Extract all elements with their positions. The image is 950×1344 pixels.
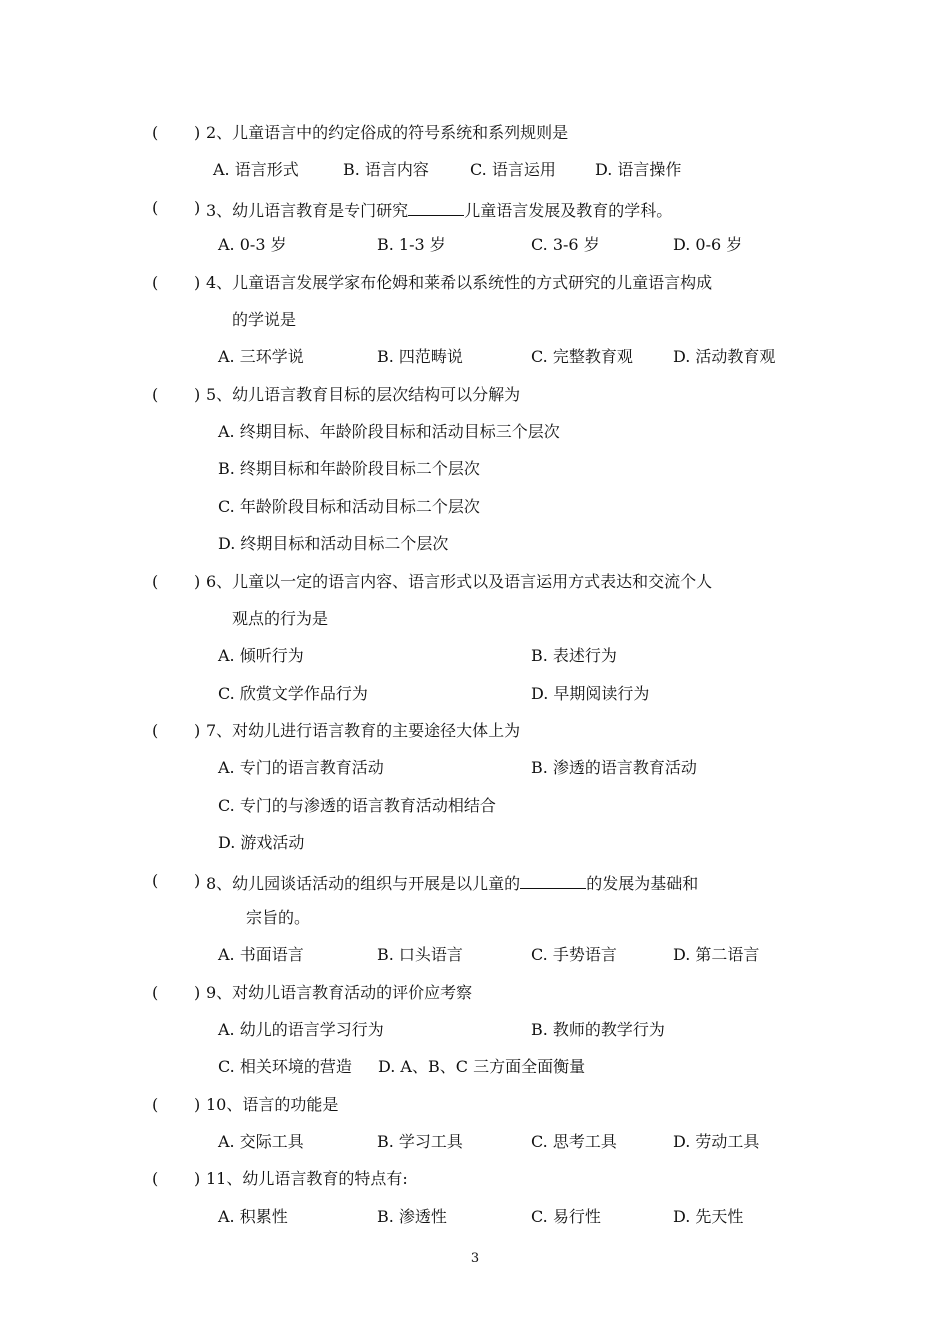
question-text-before: 3、幼儿语言教育是专门研究	[206, 201, 409, 220]
option-d: D. 先天性	[673, 1207, 744, 1226]
option-b: B. 渗透的语言教育活动	[531, 758, 697, 777]
question-7-options-row1	[0, 757, 950, 779]
question-text: 7、对幼儿进行语言教育的主要途径大体上为	[206, 721, 521, 740]
question-text: 2、儿童语言中的约定俗成的符号系统和系列规则是	[206, 123, 569, 142]
option-a: A. 积累性	[218, 1207, 288, 1226]
answer-paren-open: (	[152, 721, 159, 740]
question-5-option-d	[0, 533, 950, 555]
question-text-before: 8、幼儿园谈话活动的组织与开展是以儿童的	[206, 874, 521, 893]
question-9-options-row2	[0, 1056, 950, 1078]
question-text: 11、幼儿语言教育的特点有:	[206, 1169, 408, 1188]
answer-paren-close: )	[194, 572, 201, 591]
option-c: C. 专门的与渗透的语言教育活动相结合	[218, 796, 496, 815]
question-4	[0, 272, 950, 294]
question-3-options	[0, 234, 950, 256]
option-c: C. 语言运用	[470, 160, 556, 179]
answer-paren-open: (	[152, 983, 159, 1002]
question-5-option-a	[0, 421, 950, 443]
option-b: B. 表述行为	[531, 646, 617, 665]
option-a: A. 倾听行为	[218, 646, 304, 665]
question-text-after: 的发展为基础和	[586, 874, 699, 893]
option-b: B. 渗透性	[377, 1207, 447, 1226]
question-10-options	[0, 1131, 950, 1153]
question-6	[0, 571, 950, 593]
answer-paren-close: )	[194, 198, 201, 217]
question-text	[206, 197, 672, 222]
option-c: C. 相关环境的营造	[218, 1057, 352, 1076]
question-text: 4、儿童语言发展学家布伦姆和莱希以系统性的方式研究的儿童语言构成	[206, 273, 713, 292]
option-d: D. 活动教育观	[673, 347, 776, 366]
question-text: 5、幼儿语言教育目标的层次结构可以分解为	[206, 385, 521, 404]
option-b: B. 教师的教学行为	[531, 1020, 665, 1039]
question-8-continuation	[0, 907, 950, 929]
option-a: A. 交际工具	[218, 1132, 304, 1151]
question-text: 10、语言的功能是	[206, 1095, 339, 1114]
question-9-options-row1	[0, 1019, 950, 1041]
question-11	[0, 1168, 950, 1190]
option-b: B. 四范畴说	[377, 347, 463, 366]
answer-paren-close: )	[194, 983, 201, 1002]
option-a: A. 终期目标、年龄阶段目标和活动目标三个层次	[218, 422, 560, 441]
question-6-continuation	[0, 608, 950, 630]
question-2-options	[0, 159, 950, 181]
answer-paren-open: (	[152, 385, 159, 404]
question-6-options-row2	[0, 683, 950, 705]
question-8-options	[0, 944, 950, 966]
question-text-continued: 宗旨的。	[246, 908, 311, 927]
answer-paren-close: )	[194, 273, 201, 292]
option-d: D. 终期目标和活动目标二个层次	[218, 534, 449, 553]
option-d: D. 第二语言	[673, 945, 760, 964]
answer-paren-close: )	[194, 721, 201, 740]
option-c: C. 3-6 岁	[531, 235, 600, 254]
fill-blank	[408, 197, 464, 216]
answer-paren-close: )	[194, 123, 201, 142]
option-d: D. A、B、C 三方面全面衡量	[378, 1057, 586, 1076]
question-6-options-row1	[0, 645, 950, 667]
question-5-option-b	[0, 458, 950, 480]
question-text: 9、对幼儿语言教育活动的评价应考察	[206, 983, 473, 1002]
answer-paren-open: (	[152, 273, 159, 292]
option-a: A. 0-3 岁	[218, 235, 287, 254]
option-c: C. 手势语言	[531, 945, 617, 964]
answer-paren-close: )	[194, 1095, 201, 1114]
option-d: D. 劳动工具	[673, 1132, 760, 1151]
question-2	[0, 122, 950, 144]
option-d: D. 游戏活动	[218, 833, 305, 852]
question-text	[206, 870, 698, 895]
question-text-continued: 观点的行为是	[232, 609, 329, 628]
answer-paren-open: (	[152, 198, 159, 217]
question-9	[0, 982, 950, 1004]
option-c: C. 思考工具	[531, 1132, 617, 1151]
option-b: B. 学习工具	[377, 1132, 463, 1151]
answer-paren-close: )	[194, 385, 201, 404]
question-4-options	[0, 346, 950, 368]
option-c: C. 完整教育观	[531, 347, 633, 366]
question-8	[0, 870, 950, 892]
question-5	[0, 384, 950, 406]
answer-paren-open: (	[152, 123, 159, 142]
option-a: A. 书面语言	[218, 945, 304, 964]
option-d: D. 早期阅读行为	[531, 684, 650, 703]
option-a: A. 专门的语言教育活动	[218, 758, 384, 777]
question-11-options	[0, 1206, 950, 1228]
option-a: A. 语言形式	[213, 160, 299, 179]
answer-paren-close: )	[194, 871, 201, 890]
option-b: B. 1-3 岁	[377, 235, 446, 254]
option-d: D. 语言操作	[595, 160, 682, 179]
page-number: 3	[470, 1251, 480, 1266]
answer-paren-open: (	[152, 1169, 159, 1188]
question-text-continued: 的学说是	[232, 310, 297, 329]
question-7-option-c	[0, 795, 950, 817]
option-a: A. 幼儿的语言学习行为	[218, 1020, 384, 1039]
question-5-option-c	[0, 496, 950, 518]
question-text: 6、儿童以一定的语言内容、语言形式以及语言运用方式表达和交流个人	[206, 572, 713, 591]
option-a: A. 三环学说	[218, 347, 304, 366]
question-4-continuation	[0, 309, 950, 331]
option-b: B. 终期目标和年龄阶段目标二个层次	[218, 459, 480, 478]
option-d: D. 0-6 岁	[673, 235, 743, 254]
answer-paren-open: (	[152, 572, 159, 591]
option-c: C. 易行性	[531, 1207, 601, 1226]
answer-paren-open: (	[152, 871, 159, 890]
fill-blank	[520, 870, 586, 889]
question-3	[0, 197, 950, 219]
option-b: B. 口头语言	[377, 945, 463, 964]
option-c: C. 欣赏文学作品行为	[218, 684, 368, 703]
answer-paren-close: )	[194, 1169, 201, 1188]
question-text-after: 儿童语言发展及教育的学科。	[464, 201, 673, 220]
question-10	[0, 1094, 950, 1116]
answer-paren-open: (	[152, 1095, 159, 1114]
question-7	[0, 720, 950, 742]
option-c: C. 年龄阶段目标和活动目标二个层次	[218, 497, 480, 516]
option-b: B. 语言内容	[343, 160, 429, 179]
question-7-option-d	[0, 832, 950, 854]
